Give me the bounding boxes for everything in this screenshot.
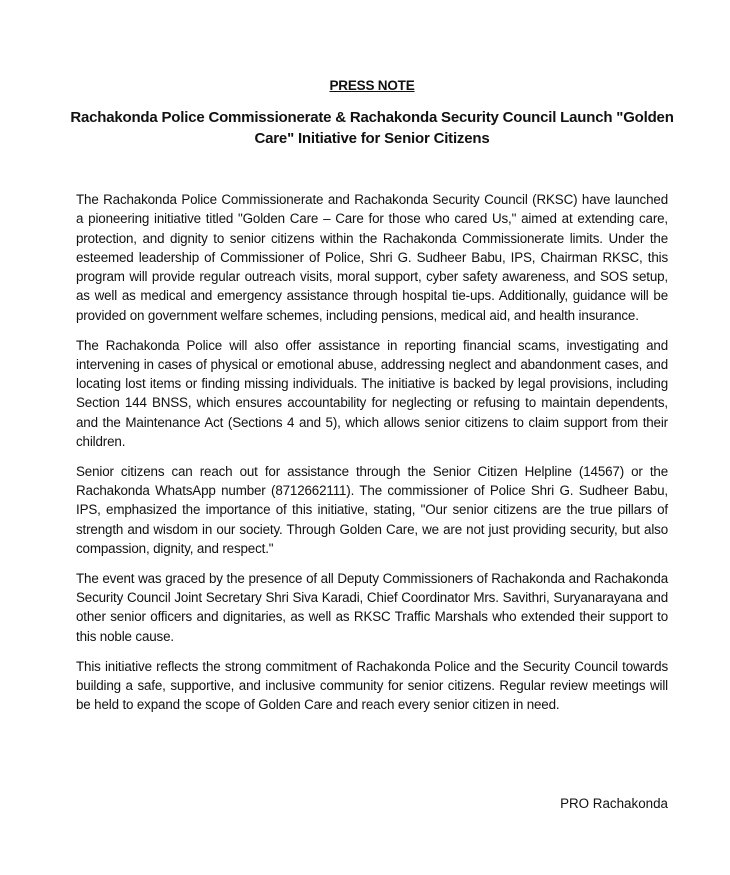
paragraph-helpline: Senior citizens can reach out for assistance through the Senior Citizen Helpline (14567) or the Rachakonda WhatsApp number (8712662111). The commissioner of Police Shri G. Sudheer Babu, IPS, emphasized the importance of this initiative, stating, "Our senior citizens are the true pillars of strength and wisdom in our society. Through Golden Care, we are not just providing security, but also compassion, dignity, and respect." — [76, 463, 668, 557]
paragraph-commitment: This initiative reflects the strong commitment of Rachakonda Police and the Security Council towards building a safe, supportive, and inclusive community for senior citizens. Regular review meetings will be held to expand the scope of Golden Care and reach every senior citizen in need. — [76, 658, 668, 713]
paragraph-assistance: The Rachakonda Police will also offer assistance in reporting financial scams, investigating and intervening in cases of physical or emotional abuse, addressing neglect and abandonment cases, and locating lost items or finding missing individuals. The initiative is backed by legal provisions, including Section 144 BNSS, which ensures accountability for neglecting or refusing to maintain dependents, and the Maintenance Act (Sections 4 and 5), which allows senior citizens to claim support from their children. — [76, 337, 668, 450]
paragraph-launch: The Rachakonda Police Commissionerate and Rachakonda Security Council (RKSC) have launched a pioneering initiative titled "Golden Care – Care for those who cared Us," aimed at extending care, protection, and dignity to senior citizens within the Rachakonda Commissionerate limits. Under the esteemed leadership of Commissioner of Police, Shri G. Sudheer Babu, IPS, Chairman RKSC, this program will provide regular outreach visits, moral support, cyber safety awareness, and SOS setup, as well as medical and emergency assistance through hospital tie-ups. Additionally, guidance will be provided on government welfare schemes, including pensions, medical aid, and health insurance. — [76, 192, 668, 323]
press-note-body — [76, 190, 668, 725]
press-note-label: PRESS NOTE — [329, 78, 415, 93]
signature: PRO Rachakonda — [560, 796, 668, 811]
paragraph-event: The event was graced by the presence of all Deputy Commissioners of Rachakonda and Rachakonda Security Council Joint Secretary Shri Siva Karadi, Chief Coordinator Mrs. Savithri, Suryanarayana and other senior officers and dignitaries, as well as RKSC Traffic Marshals who extended their support to this noble cause. — [76, 570, 668, 644]
press-note-title: Rachakonda Police Commissionerate & Rachakonda Security Council Launch "Golden Care" Initiative for Senior Citizens — [70, 109, 674, 147]
